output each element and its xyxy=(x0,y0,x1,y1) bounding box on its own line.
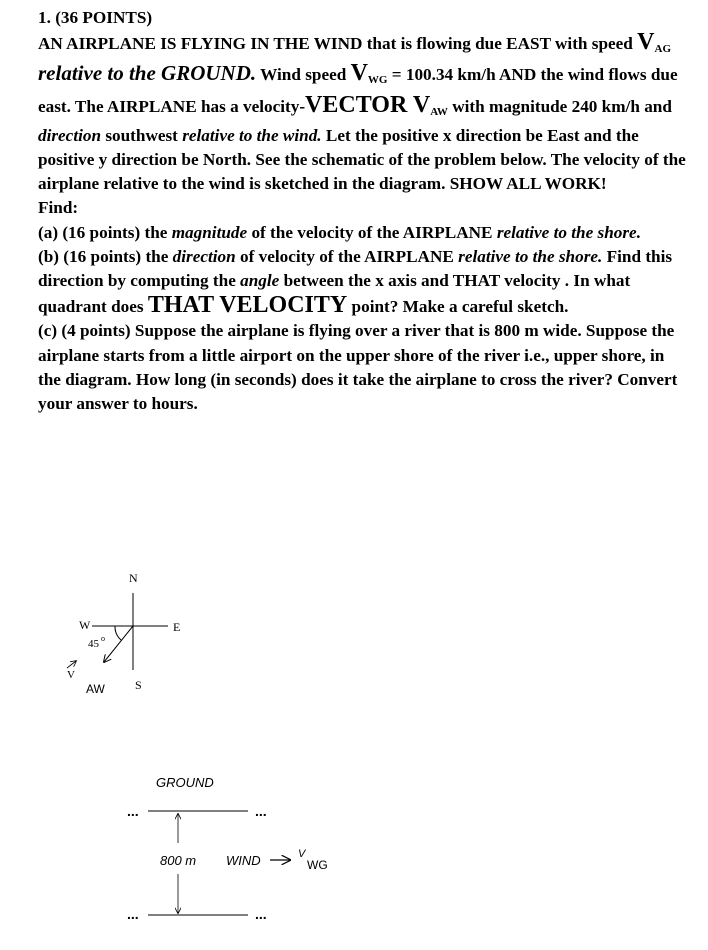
ground-label: GROUND xyxy=(156,775,214,790)
problem-intro: AN AIRPLANE IS FLYING IN THE WIND that is flowing due EAST with speed $V_{AG}$ relative to the GROUND. Wind speed $V_{WG} = 100.34$ km/h AND the wind flows due east. The AIRPLANE has a velocity-VECTOR $V_{AW}$ with magnitude 240 km/h and direction southwest relative to the wind. Let the positive x direction be East and the positive y direction be North. See the schematic of the problem below. The velocity of the airplane relative to the wind is sketched in the diagram. SHOW ALL WORK! xyxy=(38,29,686,194)
v-arrow xyxy=(67,661,76,668)
wind-wg: WG xyxy=(307,858,328,872)
upper-left-dots: ... xyxy=(127,803,139,819)
upper-right-dots: ... xyxy=(255,803,267,819)
compass xyxy=(67,571,180,696)
part-b: (b) (16 points) the direction of velocity of the AIRPLANE relative to the shore. Find this direction by computing the angle between the x axis and THAT velocity . In what quadrant does THAT VELOCITY point? Make a careful sketch. xyxy=(38,246,673,319)
aw-label: AW xyxy=(86,682,105,696)
angle-label: 45 xyxy=(88,638,99,650)
lower-right-dots: ... xyxy=(255,906,267,922)
schematic-diagram xyxy=(0,560,708,950)
part-c: (c) (4 points) Suppose the airplane is flying over a river that is 800 m wide. Suppose the airplane starts from a little airport on the upper shore of the river i.e., upper shore, in the diagram. How long (in seconds) does it take the airplane to cross the river? Convert your answer to hours. xyxy=(38,321,678,414)
lower-left-dots: ... xyxy=(127,906,139,922)
river-schematic xyxy=(127,775,328,922)
compass-w: W xyxy=(79,618,91,632)
angle-arc xyxy=(115,626,121,640)
compass-n: N xyxy=(129,571,138,585)
find-label: Find: xyxy=(38,198,79,218)
problem-heading: 1. (36 POINTS) xyxy=(38,8,153,27)
velocity-aw-vector xyxy=(104,626,133,662)
compass-s: S xyxy=(135,678,142,692)
angle-degree: o xyxy=(101,634,105,643)
v-label: V xyxy=(67,669,75,681)
problem-text xyxy=(38,6,688,416)
wind-label: WIND xyxy=(226,853,261,868)
part-a: (a) (16 points) the magnitude of the velocity of the AIRPLANE relative to the shore. xyxy=(38,222,641,242)
wind-v: V xyxy=(298,848,306,860)
compass-e: E xyxy=(173,620,181,634)
width-label: 800 m xyxy=(160,853,197,868)
